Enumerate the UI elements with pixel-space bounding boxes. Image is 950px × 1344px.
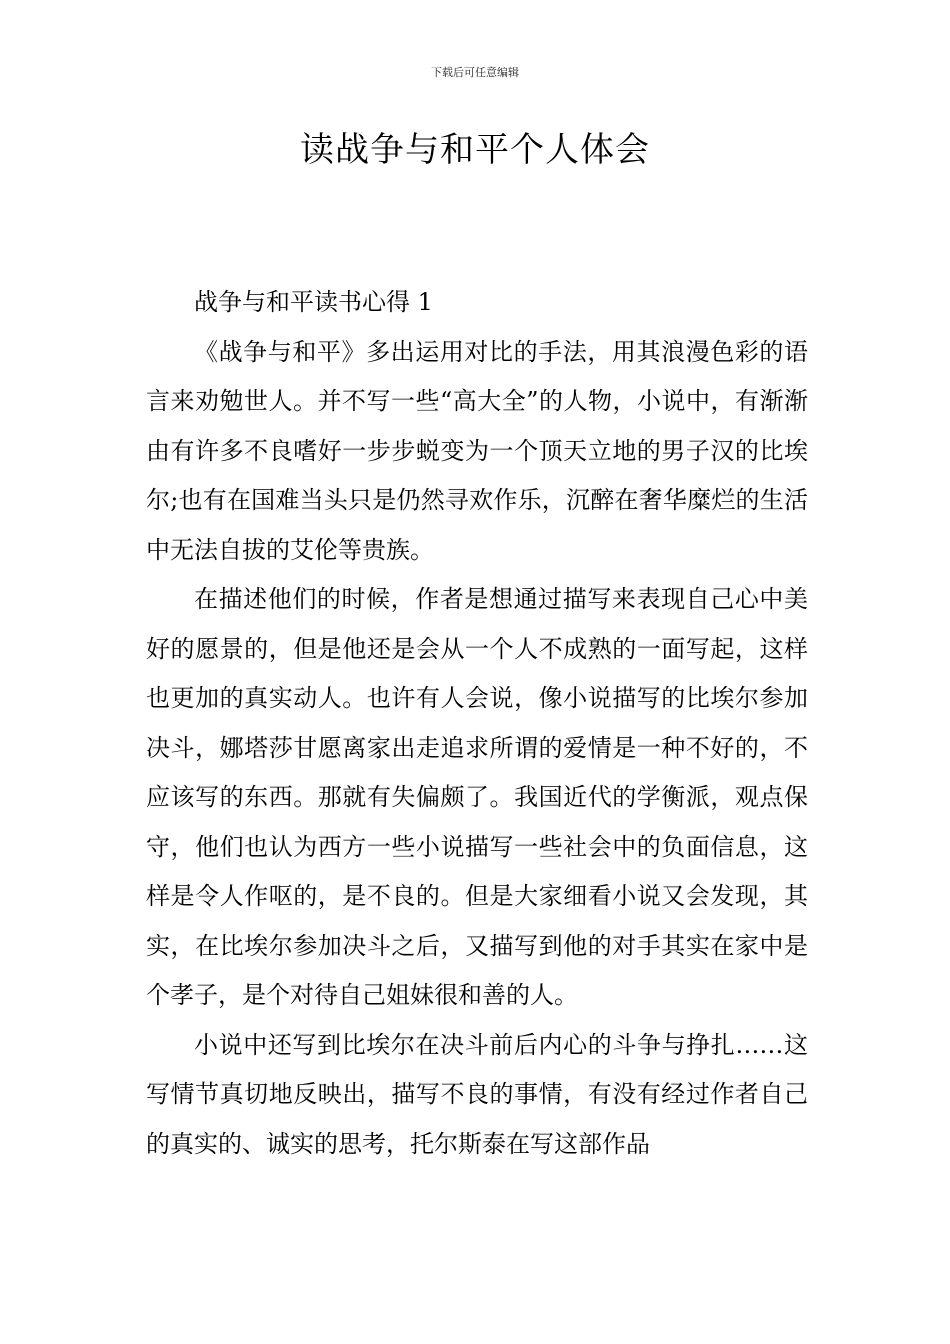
paragraph-section-heading: 战争与和平读书心得 1 (194, 288, 433, 316)
document-title: 读战争与和平个人体会 (300, 130, 650, 170)
paragraph: 在描述他们的时候，作者是想通过描写来表现自己心中美好的愿景的，但是他还是会从一个人不成熟的一面写起，这样也更加的真实动人。也许有人会说，像小说描写的比埃尔参加决斗，娜塔莎甘愿离家出走追求所谓的爱情是一种不好的，不应该写的东西。那就有失偏颇了。我国近代的学衡派，观点保守，他们也认为西方一些小说描写一些社会中的负面信息，这样是令人作呕的，是不良的。但是大家细看小说又会发现，其实，在比埃尔参加决斗之后，又描写到他的对手其实在家中是个孝子，是个对待自己姐妹很和善的人。 (146, 585, 808, 1009)
paragraph: 小说中还写到比埃尔在决斗前后内心的斗争与挣扎……这写情节真切地反映出，描写不良的事情，有没有经过作者自己的真实的、诚实的思考，托尔斯泰在写这部作品 (146, 1030, 808, 1158)
paragraph: 《战争与和平》多出运用对比的手法，用其浪漫色彩的语言来劝勉世人。并不写一些“高大全”的人物，小说中，有渐渐由有许多不良嗜好一步步蜕变为一个顶天立地的男子汉的比埃尔;也有在国难当头只是仍然寻欢作乐，沉醉在奢华糜烂的生活中无法自拔的艾伦等贵族。 (146, 337, 808, 564)
header-note: 下载后可任意编辑 (431, 66, 519, 79)
document-body (146, 278, 808, 1169)
